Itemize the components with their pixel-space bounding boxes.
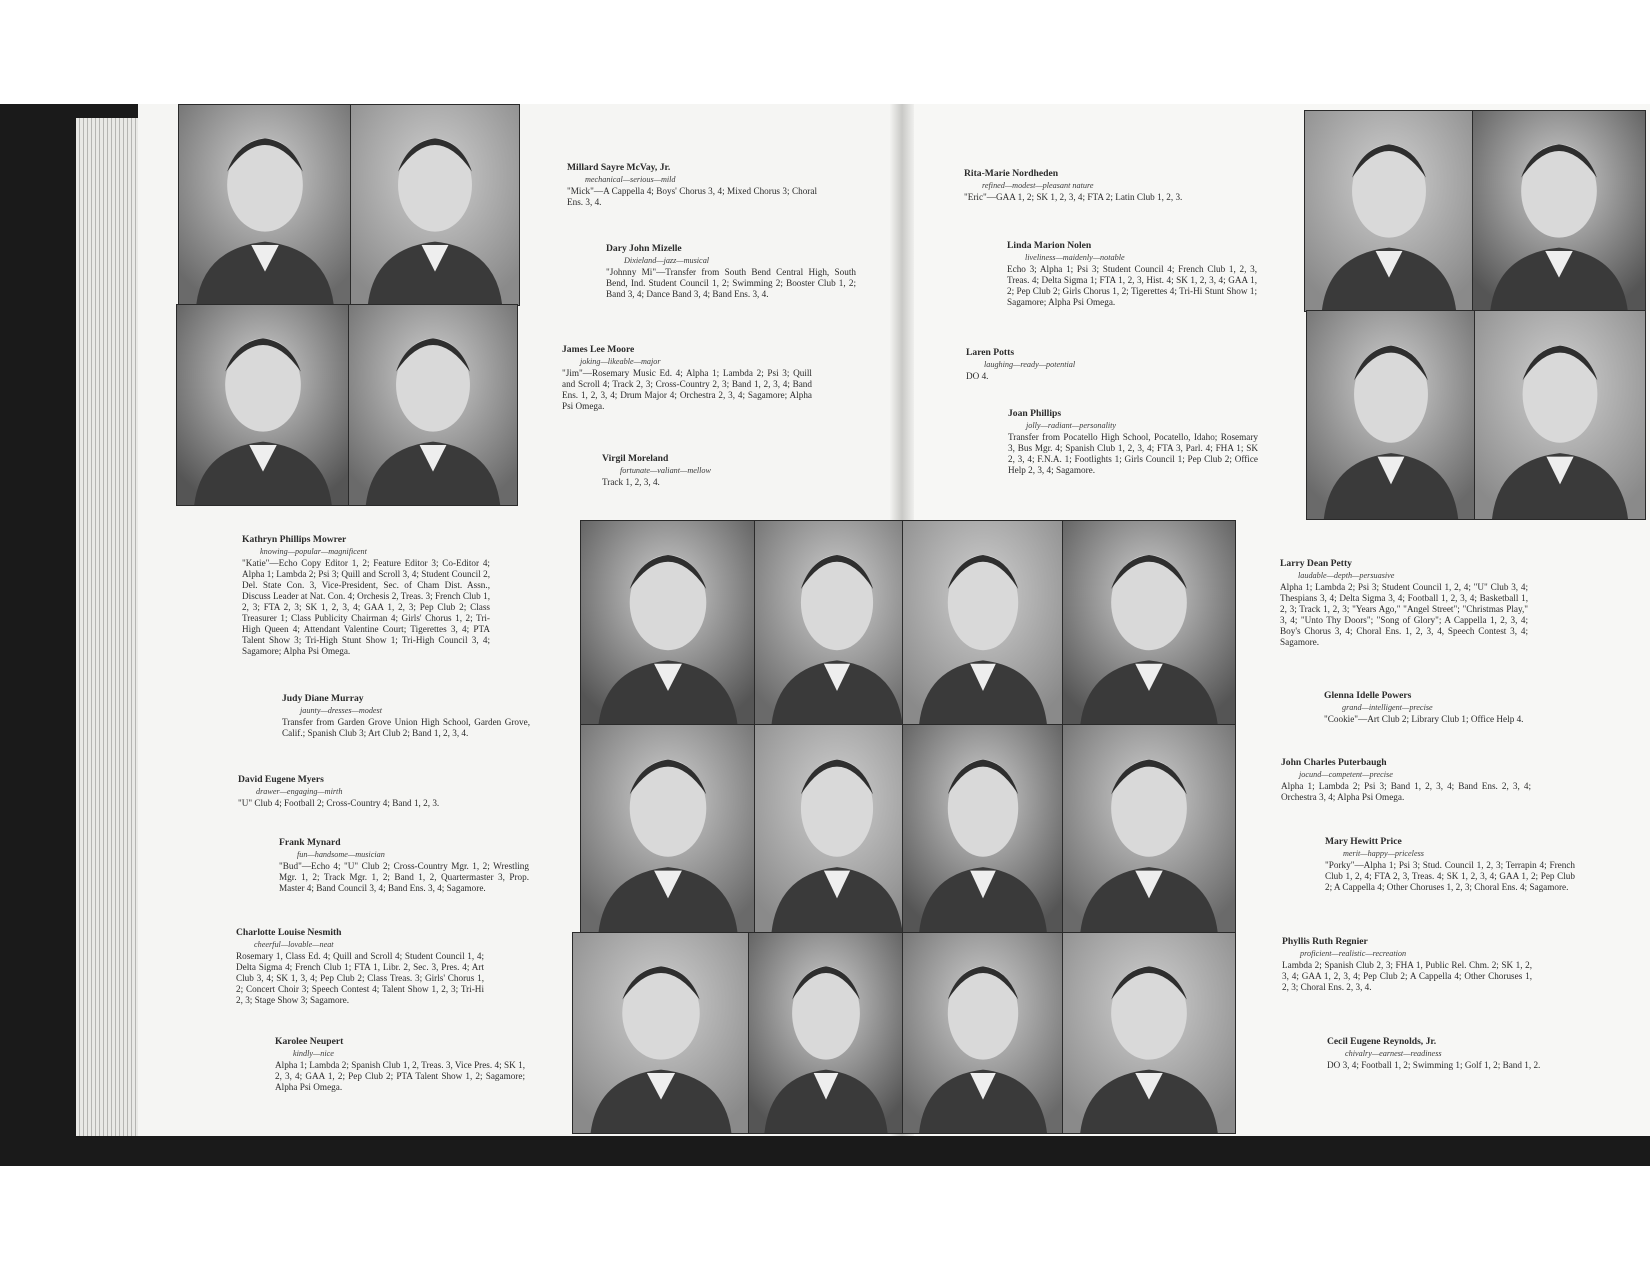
student-name: Glenna Idelle Powers	[1324, 690, 1412, 701]
page-edges	[76, 118, 142, 1136]
student-name: Kathryn Phillips Mowrer	[242, 534, 347, 545]
student-activities: Rosemary 1, Class Ed. 4; Quill and Scroll 4; Student Council 1, 4; Delta Sigma 4; French Club 1; FTA 1, Libr. 2, Sec. 3, Pres. 4; Art Club 3, 4; SK 1, 3, 4; Pep Club 2; Class Treas. 3; Girls' Chorus 1, 2; Concert Choir 3; Speech Contest 4; Talent Show 1, 2, 3; Tri-Hi 2, 3; Stage Show 3; Sagamore.	[236, 951, 484, 1005]
portrait-image	[179, 105, 351, 305]
student-traits: proficient—realistic—recreation	[1300, 949, 1407, 958]
entry-reynolds	[1327, 1036, 1577, 1071]
portrait-image	[903, 933, 1063, 1133]
portrait-image	[903, 725, 1063, 933]
student-traits: laughing—ready—potential	[984, 360, 1076, 369]
student-portrait	[902, 724, 1064, 934]
student-activities: DO 4.	[966, 371, 989, 381]
student-portrait	[350, 104, 520, 306]
portrait-image	[581, 725, 755, 933]
student-traits: grand—intelligent—precise	[1342, 703, 1433, 712]
student-name: James Lee Moore	[562, 344, 635, 355]
entry-neupert	[275, 1036, 525, 1093]
student-portrait	[580, 520, 756, 726]
portrait-image	[177, 305, 349, 505]
portrait-image	[573, 933, 749, 1133]
student-portrait	[754, 520, 920, 726]
student-traits: Dixieland—jazz—musical	[624, 256, 710, 265]
student-name: Cecil Eugene Reynolds, Jr.	[1327, 1036, 1437, 1047]
portrait-image	[1063, 521, 1235, 725]
entry-puterbaugh	[1281, 757, 1531, 803]
student-portrait	[176, 304, 350, 506]
student-traits: knowing—popular—magnificent	[260, 547, 367, 556]
student-traits: joking—likeable—major	[580, 357, 661, 366]
entry-myers	[238, 774, 488, 809]
portrait-image	[749, 933, 903, 1133]
student-traits: mechanical—serious—mild	[585, 175, 676, 184]
student-traits: cheerful—lovable—neat	[254, 940, 334, 949]
portrait-image	[1063, 933, 1235, 1133]
student-portrait	[902, 932, 1064, 1134]
student-name: John Charles Puterbaugh	[1281, 757, 1387, 768]
portrait-image	[1473, 111, 1645, 311]
student-portrait	[1062, 724, 1236, 934]
student-traits: merit—happy—priceless	[1343, 849, 1424, 858]
student-activities: Alpha 1; Lambda 2; Spanish Club 1, 2, Treas. 3, Vice Pres. 4; SK 1, 2, 3, 4; GAA 1, 2; Pep Club 2; PTA Talent Show 1, 2; Sagamore; Alpha Psi Omega.	[275, 1060, 525, 1092]
student-portrait	[1304, 110, 1474, 312]
student-name: Frank Mynard	[279, 837, 341, 848]
student-portrait	[1472, 110, 1646, 312]
student-activities: "Katie"—Echo Copy Editor 1, 2; Feature Editor 3; Co-Editor 4; Alpha 1; Lambda 2; Psi 3; Quill and Scroll 3, 4; Student Council 2, Del. State Con. 3, Vice-President, Sec. of Cham Dist. Assn., Discuss Leader at Nat. Con. 4; Orchesis 2, Treas. 3; French Club 1, 2, 3; FTA 2, 3; SK 1, 2, 3, 4; GAA 1, 2, 3; Pep Club 2; Class Treasurer 1; Class Publicity Chairman 4; Girls' Chorus 1, 2; Tri-High Queen 4; Attendant Valentine Court; Tigerettes 3, 4; PTA Talent Show 3; Tri-High Stunt Show 1; Tri-High Council 3, 4; Sagamore; Alpha Psi Omega.	[242, 558, 490, 656]
entry-powers	[1324, 690, 1574, 725]
student-name: David Eugene Myers	[238, 774, 324, 785]
student-activities: "Jim"—Rosemary Music Ed. 4; Alpha 1; Lambda 2; Psi 3; Quill and Scroll 4; Track 2, 3; Cross-Country 2, 3; Band 1, 2, 3, 4; Band Ens. 1, 2, 3, 4; Drum Major 4; Orchestra 2, 3, 4; Sagamore; Alpha Psi Omega.	[562, 368, 812, 411]
student-name: Rita-Marie Nordheden	[964, 168, 1059, 179]
portrait-image	[349, 305, 517, 505]
student-activities: Alpha 1; Lambda 2; Psi 3; Student Council 1, 2, 4; "U" Club 3, 4; Thespians 3, 4; Delta Sigma 3, 4; Football 1, 2, 3, 4; Basketball 1, 2, 3; Track 1, 2, 3; "Years Ago," "Angel Street"; "Christmas Play," 3, 4; "Unto Thy Doors"; "Song of Glory"; A Cappella 1, 2, 3, 4; Boy's Chorus 3, 4; Choral Ens. 1, 2, 3, 4, Speech Contest 3, 4; Sagamore.	[1280, 582, 1528, 647]
student-activities: Transfer from Pocatello High School, Pocatello, Idaho; Rosemary 3, Bus Mgr. 4; Spanish Club 1, 2, 3, 4; FTA 3, Parl. 4; FHA 1; SK 2, 3, 4; F.N.A. 1; Footlights 1; Girls Council 1; Pep Club 2; Office Help 2, 3, 4; Sagamore.	[1008, 432, 1258, 475]
student-name: Linda Marion Nolen	[1007, 240, 1092, 251]
student-activities: "Cookie"—Art Club 2; Library Club 1; Office Help 4.	[1324, 714, 1524, 724]
student-name: Virgil Moreland	[602, 453, 669, 464]
student-portrait	[1062, 932, 1236, 1134]
student-portrait	[580, 724, 756, 934]
portrait-image	[351, 105, 519, 305]
entry-nolen	[1007, 240, 1257, 308]
student-name: Millard Sayre McVay, Jr.	[567, 162, 671, 173]
student-traits: drawer—engaging—mirth	[256, 787, 343, 796]
student-name: Mary Hewitt Price	[1325, 836, 1402, 847]
portrait-image	[903, 521, 1063, 725]
student-name: Dary John Mizelle	[606, 243, 682, 254]
student-name: Judy Diane Murray	[282, 693, 364, 704]
student-name: Karolee Neupert	[275, 1036, 344, 1047]
student-traits: chivalry—earnest—readiness	[1345, 1049, 1442, 1058]
student-portrait	[1306, 310, 1476, 520]
student-traits: laudable—depth—persuasive	[1298, 571, 1395, 580]
entry-potts	[966, 347, 1166, 382]
student-traits: refined—modest—pleasant nature	[982, 181, 1094, 190]
student-activities: "U" Club 4; Football 2; Cross-Country 4; Band 1, 2, 3.	[238, 798, 440, 808]
student-activities: "Mick"—A Cappella 4; Boys' Chorus 3, 4; Mixed Chorus 3; Choral Ens. 3, 4.	[567, 186, 817, 207]
student-name: Charlotte Louise Nesmith	[236, 927, 342, 938]
portrait-image	[1307, 311, 1475, 519]
portrait-image	[1475, 311, 1645, 519]
entry-moreland	[602, 453, 802, 488]
student-traits: jaunty—dresses—modest	[300, 706, 383, 715]
student-activities: "Johnny Mi"—Transfer from South Bend Central High, South Bend, Ind. Student Council 1, 2; Swimming 2; Booster Club 1, 2; Band 3, 4; Dance Band 3, 4; Band Ens. 3, 4.	[606, 267, 856, 299]
student-activities: Track 1, 2, 3, 4.	[602, 477, 660, 487]
entry-price	[1325, 836, 1575, 893]
student-activities: Transfer from Garden Grove Union High School, Garden Grove, Calif.; Spanish Club 3; Art Club 2; Band 1, 2, 3, 4.	[282, 717, 530, 738]
portrait-image	[581, 521, 755, 725]
student-name: Phyllis Ruth Regnier	[1282, 936, 1368, 947]
student-traits: fortunate—valiant—mellow	[620, 466, 711, 475]
student-name: Laren Potts	[966, 347, 1015, 358]
student-activities: "Bud"—Echo 4; "U" Club 2; Cross-Country Mgr. 1, 2; Wrestling Mgr. 1, 2; Track Mgr. 1, 2; Band 1, 2, Quartermaster 3, Prop. Master 4; Band Council 3, 4; Band Ens. 3, 4; Sagamore.	[279, 861, 529, 893]
student-portrait	[572, 932, 750, 1134]
student-name: Joan Phillips	[1008, 408, 1062, 419]
entry-moore	[562, 344, 812, 412]
entry-regnier	[1282, 936, 1532, 993]
entry-phillips	[1008, 408, 1258, 476]
entry-mizelle	[606, 243, 856, 300]
entry-nesmith	[236, 927, 484, 1006]
student-traits: kindly—nice	[293, 1049, 334, 1058]
student-traits: jocund—competent—precise	[1299, 770, 1393, 779]
student-name: Larry Dean Petty	[1280, 558, 1352, 569]
student-portrait	[348, 304, 518, 506]
student-traits: fun—handsome—musician	[297, 850, 385, 859]
student-activities: DO 3, 4; Football 1, 2; Swimming 1; Golf 1, 2; Band 1, 2.	[1327, 1060, 1541, 1070]
student-activities: Alpha 1; Lambda 2; Psi 3; Band 1, 2, 3, 4; Band Ens. 2, 3, 4; Orchestra 3, 4; Alpha Psi Omega.	[1281, 781, 1531, 802]
student-portrait	[1062, 520, 1236, 726]
student-activities: Echo 3; Alpha 1; Psi 3; Student Council 4; French Club 1, 2, 3, Treas. 4; Delta Sigma 1; FTA 1, 2, 3, Hist. 4; SK 1, 2, 3, 4; GAA 1, 2; Pep Club 2; Girls Chorus 1, 2; Tigerettes 4; Tri-Hi Stunt Show 1; Sagamore; Alpha Psi Omega.	[1007, 264, 1257, 307]
portrait-image	[755, 521, 919, 725]
student-activities: "Eric"—GAA 1, 2; SK 1, 2, 3, 4; FTA 2; Latin Club 1, 2, 3.	[964, 192, 1183, 202]
student-traits: liveliness—maidenly—notable	[1025, 253, 1125, 262]
student-portrait	[1474, 310, 1646, 520]
student-portrait	[902, 520, 1064, 726]
student-activities: Lambda 2; Spanish Club 2, 3; FHA 1, Public Rel. Chm. 2; SK 1, 2, 3, 4; GAA 1, 2, 3, 4; Pep Club 2; A Cappella 4; Other Choruses 1, 2, 3; Choral Ens. 2, 3, 4.	[1282, 960, 1532, 992]
portrait-image	[1305, 111, 1473, 311]
student-portrait	[754, 724, 920, 934]
portrait-image	[755, 725, 919, 933]
student-portrait	[178, 104, 352, 306]
entry-mynard	[279, 837, 529, 894]
student-portrait	[748, 932, 904, 1134]
entry-murray	[282, 693, 530, 739]
portrait-image	[1063, 725, 1235, 933]
student-traits: jolly—radiant—personality	[1026, 421, 1117, 430]
entry-mowrer	[242, 534, 490, 657]
entry-petty	[1280, 558, 1528, 648]
student-activities: "Porky"—Alpha 1; Psi 3; Stud. Council 1, 2, 3; Terrapin 4; French Club 1, 2, 4; FTA 2, 3, Treas. 4; SK 1, 2, 3, 4; GAA 1, 2; Pep Club 2; A Cappella 4; Other Choruses 1, 2, 3; Choral Ens. 4; Sagamore.	[1325, 860, 1575, 892]
entry-nordheden	[964, 168, 1214, 203]
entry-mcvay	[567, 162, 817, 208]
